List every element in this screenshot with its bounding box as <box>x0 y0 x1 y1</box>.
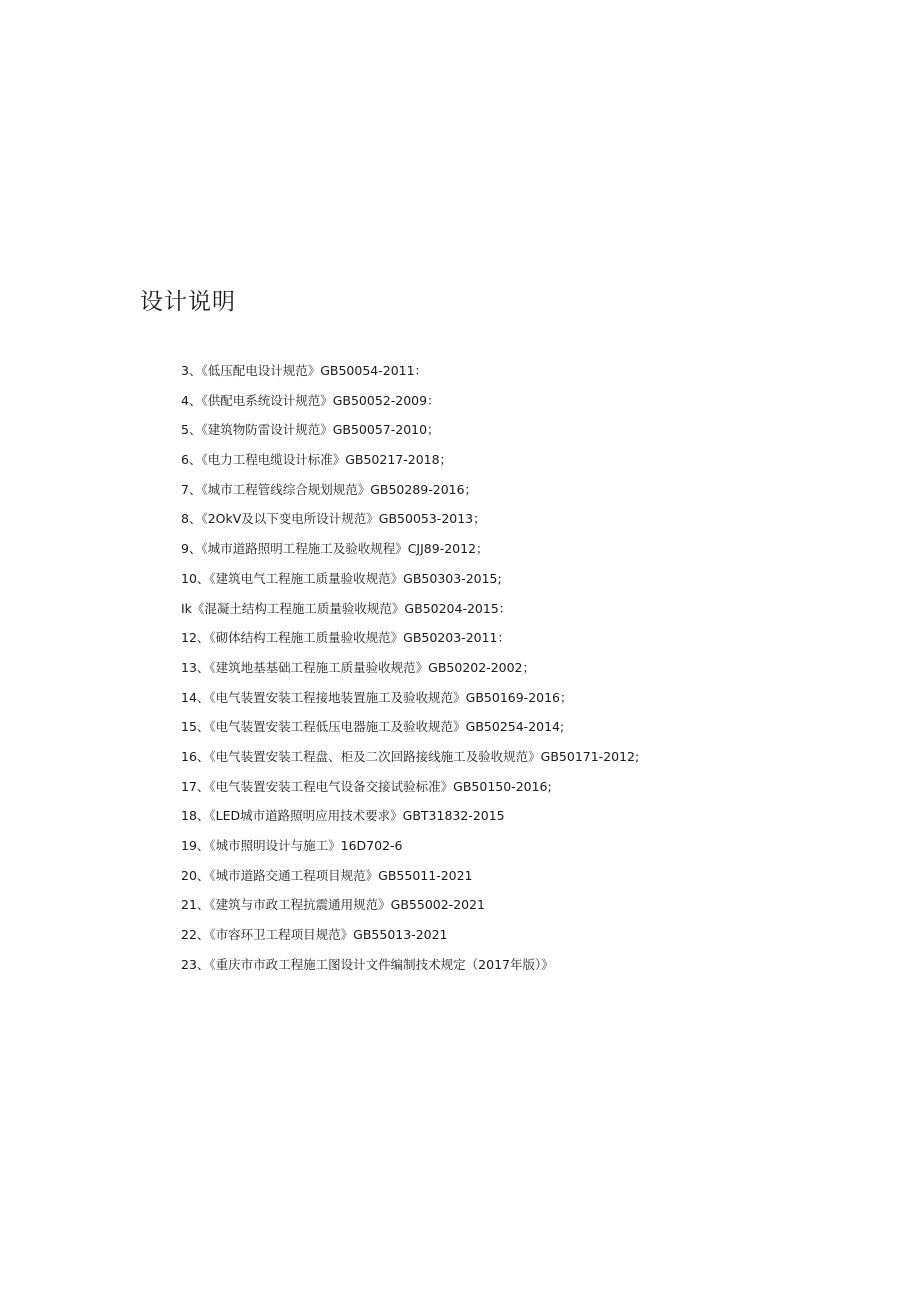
list-item: 7、《城市工程管线综合规划规范》GB50289-2016； <box>181 481 478 497</box>
list-item: 16、《电气装置安装工程盘、柜及二次回路接线施工及验收规范》GB50171-2012; <box>181 748 640 764</box>
list-item: 21、《建筑与市政工程抗震通用规范》GB55002-2021 <box>181 897 486 913</box>
list-item: 8、《2OkV及以下变电所设计规范》GB50053-2013； <box>181 511 486 527</box>
list-item: 9、《城市道路照明工程施工及验收规程》CJJ89-2012； <box>181 541 489 557</box>
list-item: 6、《电力工程电缆设计标准》GB50217-2018； <box>181 452 453 468</box>
list-item: 17、《电气装置安装工程电气设备交接试验标准》GB50150-2016; <box>181 778 552 794</box>
list-item: 19、《城市照明设计与施工》16D702-6 <box>181 838 403 853</box>
page-title: 设计说明 <box>140 289 236 315</box>
list-item: 13、《建筑地基基础工程施工质量验收规范》GB50202-2002； <box>181 659 536 675</box>
list-item: 23、《重庆市市政工程施工图设计文件编制技术规定（2017年版）》 <box>181 956 554 972</box>
list-item: 3、《低压配电设计规范》GB50054-2011： <box>181 363 428 378</box>
list-item: Ik《混凝土结构工程施工质量验收规范》GB50204-2015： <box>181 600 512 616</box>
list-item: 12、《砌体结构工程施工质量验收规范》GB50203-2011： <box>181 630 511 646</box>
list-item: 4、《供配电系统设计规范》GB50052-2009： <box>181 392 440 408</box>
list-item: 5、《建筑物防雷设计规范》GB50057-2010； <box>181 422 440 438</box>
list-item: 18、《LED城市道路照明应用技术要求》GBT31832-2015 <box>181 808 505 824</box>
list-item: 20、《城市道路交通工程项目规范》GB55011-2021 <box>181 867 473 883</box>
list-item: 10、《建筑电气工程施工质量验收规范》GB50303-2015; <box>181 570 502 586</box>
list-item: 14、《电气装置安装工程接地装置施工及验收规范》GB50169-2016； <box>181 689 573 705</box>
list-item: 15、《电气装置安装工程低压电器施工及验收规范》GB50254-2014; <box>181 719 565 735</box>
list-item: 22、《市容环卫工程项目规范》GB55013-2021 <box>181 927 448 943</box>
reference-list <box>181 362 639 985</box>
